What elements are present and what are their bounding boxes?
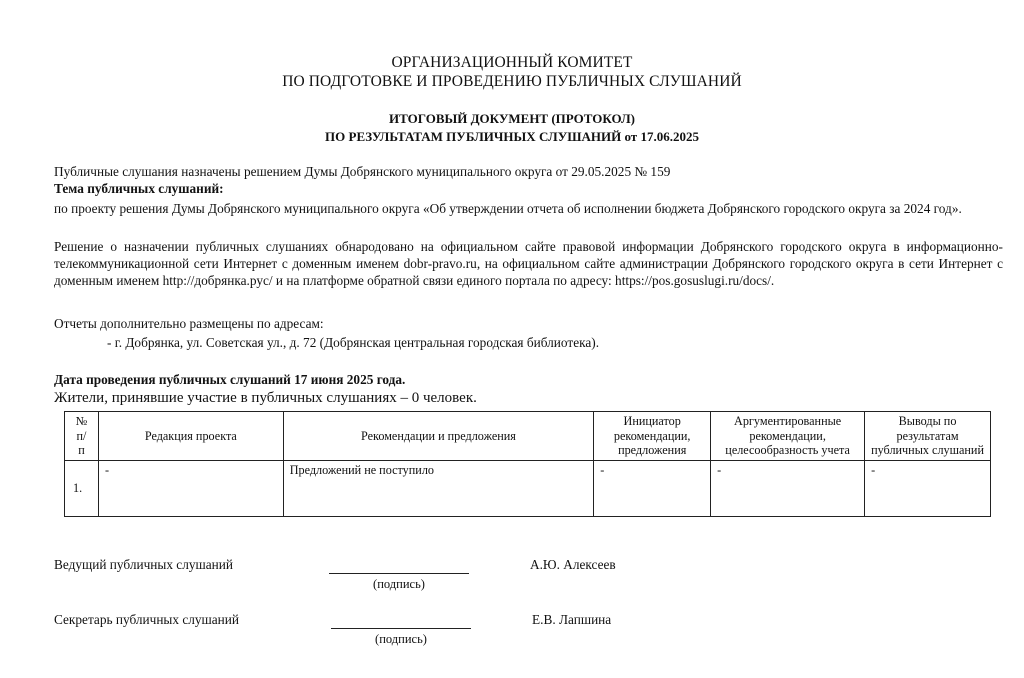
table-header-row (65, 412, 991, 461)
reports-address: - г. Добрянка, ул. Советская ул., д. 72 (Добрянская центральная городская библиотека). (107, 335, 600, 350)
header-num-line: № (75, 414, 88, 428)
row-project: - (98, 460, 283, 516)
secretary-signature-caption: (подпись) (375, 632, 427, 646)
lead-signature-caption: (подпись) (373, 577, 425, 591)
appointed-text: Публичные слушания назначены решением Думы Добрянского муниципального округа от 29.05.2025 № 159 (54, 164, 671, 179)
lead-name: А.Ю. Алексеев (530, 557, 616, 572)
doc-title-line2: ПО РЕЗУЛЬТАТАМ ПУБЛИЧНЫХ СЛУШАНИЙ от 17.06.2025 (325, 129, 699, 144)
row-conclusions: - (865, 460, 991, 516)
header-num-line: п/ (76, 428, 87, 443)
org-title-line2: ПО ПОДГОТОВКЕ И ПРОВЕДЕНИЮ ПУБЛИЧНЫХ СЛУШАНИЙ (282, 73, 742, 90)
publication-text: Решение о назначении публичных слушаниях обнародовано на официальном сайте правовой информации Добрянского городского округа в информационно-телекоммуникационной сети Интернет с доменным именем dobr-pravo.ru, на официальном сайте администрации Добрянского городского округа в сети Интернет с доменным именем http://добрянка.рус/ и на платформе обратной связи единого портала по адресу: https://pos.gosuslugi.ru/docs/. (54, 239, 1003, 289)
header-num-line: п (78, 443, 85, 457)
proposals-table (64, 411, 991, 517)
secretary-role: Секретарь публичных слушаний (54, 612, 240, 627)
lead-signature-block (54, 557, 1004, 597)
secretary-signature-block (54, 612, 1004, 652)
table-row (65, 460, 991, 516)
header-initiator: Инициатор рекомендации, предложения (594, 412, 711, 461)
doc-title-line1: ИТОГОВЫЙ ДОКУМЕНТ (ПРОТОКОЛ) (389, 111, 635, 126)
org-title-line1: ОРГАНИЗАЦИОННЫЙ КОМИТЕТ (391, 54, 633, 71)
topic-label: Тема публичных слушаний: (54, 181, 224, 196)
participants-line: Жители, принявшие участие в публичных слушаниях – 0 человек. (54, 390, 477, 406)
header-num (65, 412, 99, 461)
header-recommendations: Рекомендации и предложения (283, 412, 594, 461)
secretary-name: Е.В. Лапшина (532, 612, 612, 627)
row-recommendations: Предложений не поступило (283, 460, 594, 516)
secretary-signature-line (331, 628, 471, 629)
reports-intro: Отчеты дополнительно размещены по адресам: (54, 316, 324, 331)
date-line: Дата проведения публичных слушаний 17 июня 2025 года. (54, 372, 406, 387)
row-num: 1. (65, 460, 99, 516)
header-conclusions: Выводы по результатам публичных слушаний (865, 412, 991, 461)
lead-signature-line (329, 573, 469, 574)
header-argumented: Аргументированные рекомендации, целесообразность учета (711, 412, 865, 461)
topic-text: по проекту решения Думы Добрянского муниципального округа «Об утверждении отчета об исполнении бюджета Добрянского городского округа за 2024 год». (54, 201, 962, 216)
lead-role: Ведущий публичных слушаний (54, 557, 233, 572)
row-initiator: - (594, 460, 711, 516)
row-argumented: - (711, 460, 865, 516)
header-project: Редакция проекта (98, 412, 283, 461)
